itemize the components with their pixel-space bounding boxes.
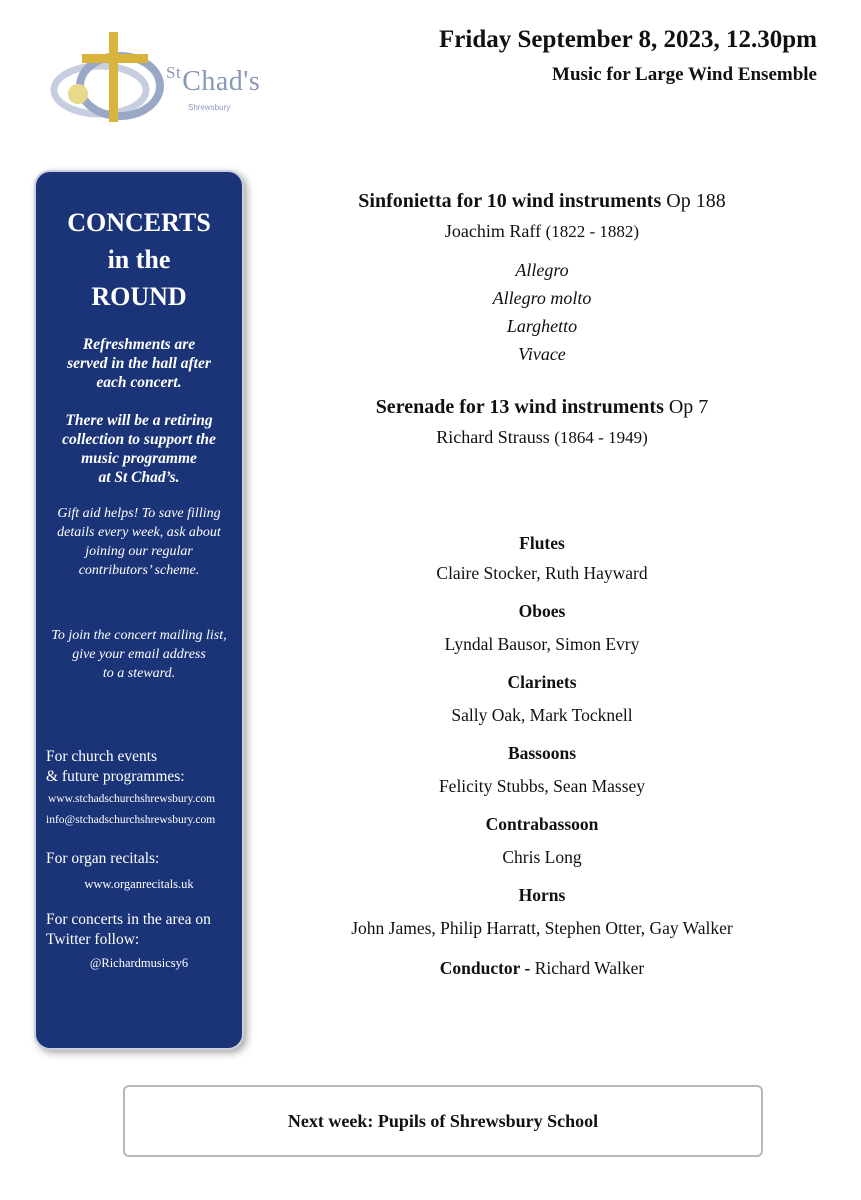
piece2-composer: Richard Strauss: [436, 427, 550, 447]
piece1-movements: [300, 256, 784, 368]
twitter-label-line: Twitter follow:: [46, 931, 140, 948]
logo-place: Shrewsbury: [188, 103, 231, 112]
mailing-line: to a steward.: [102, 666, 176, 681]
logo-wordmark: [166, 63, 261, 98]
sidebar-title-line3: ROUND: [91, 282, 187, 311]
twitter-label-line: For concerts in the area on: [46, 911, 211, 928]
gift-aid-line: Gift aid helps! To save filling: [57, 506, 221, 521]
section-players: Claire Stocker, Ruth Hayward: [436, 563, 648, 583]
movement: Allegro molto: [492, 288, 592, 308]
piece2-title: Serenade for 13 wind instruments: [375, 396, 664, 418]
logo-st: St: [166, 63, 182, 82]
performer-section: [300, 885, 784, 939]
events-label: [36, 747, 242, 787]
conductor-name: Richard Walker: [534, 958, 645, 978]
piece1-opus: Op 188: [666, 190, 726, 212]
section-players: John James, Philip Harratt, Stephen Otter, Gay Walker: [351, 918, 733, 938]
programme: [300, 190, 784, 448]
mailing-line: give your email address: [72, 647, 206, 662]
section-players: Felicity Stubbs, Sean Massey: [438, 776, 646, 796]
concert-date: Friday September 8, 2023, 12.30pm: [439, 26, 817, 53]
conductor-label: Conductor -: [439, 958, 531, 978]
section-name: Bassoons: [507, 743, 577, 763]
section-name: Oboes: [518, 601, 566, 621]
piece2-opus: Op 7: [668, 396, 709, 418]
church-logo: [48, 28, 261, 128]
sidebar-title-line2: in the: [107, 245, 171, 274]
piece2-composer-line: [300, 427, 784, 448]
piece1-composer: Joachim Raff: [444, 221, 542, 241]
collection-line: music programme: [81, 450, 197, 467]
twitter-handle[interactable]: @Richardmusicsy6: [89, 956, 189, 970]
mailing-list-note: [36, 626, 242, 683]
section-players: Lyndal Bausor, Simon Evry: [444, 634, 640, 654]
refreshments-line: each concert.: [96, 374, 182, 391]
website-link[interactable]: www.stchadschurchshrewsbury.com: [48, 793, 216, 805]
piece1-heading: [300, 190, 784, 213]
collection-line: collection to support the: [62, 431, 216, 448]
performer-section: [300, 814, 784, 868]
performer-section: [300, 743, 784, 797]
movement: Vivace: [518, 344, 566, 364]
concert-header: [439, 26, 817, 86]
piece1-dates: (1822 - 1882): [545, 222, 640, 241]
section-players: Chris Long: [502, 847, 582, 867]
gift-aid-line: joining our regular: [85, 544, 193, 559]
gift-aid-line: contributors’ scheme.: [78, 563, 200, 578]
mailing-line: To join the concert mailing list,: [51, 628, 227, 643]
performer-section: [300, 672, 784, 726]
refreshments-line: Refreshments are: [82, 336, 196, 353]
events-label-line: & future programmes:: [46, 768, 185, 785]
piece2-dates: (1864 - 1949): [554, 428, 648, 447]
refreshments-note: [36, 335, 242, 392]
section-name: Flutes: [519, 533, 565, 553]
gift-aid-line: details every week, ask about: [57, 525, 221, 540]
movement: Larghetto: [506, 316, 578, 336]
gift-aid-note: [36, 504, 242, 580]
performer-section: [300, 601, 784, 655]
collection-line: at St Chad’s.: [98, 469, 180, 486]
events-label-line: For church events: [46, 748, 158, 765]
twitter-label: [36, 910, 242, 950]
piece1-composer-line: [300, 221, 784, 242]
info-sidebar: [34, 170, 244, 1050]
concert-title: Music for Large Wind Ensemble: [552, 64, 817, 85]
organ-label: For organ recitals:: [46, 850, 160, 867]
section-name: Clarinets: [507, 672, 577, 692]
collection-note: [36, 411, 242, 487]
section-name: Horns: [518, 885, 566, 905]
collection-line: There will be a retiring: [65, 412, 213, 429]
section-players: Sally Oak, Mark Tocknell: [451, 705, 633, 725]
performer-section: [300, 533, 784, 584]
next-week-text: Next week: Pupils of Shrewsbury School: [287, 1110, 599, 1131]
email-link[interactable]: info@stchadschurchshrewsbury.com: [46, 814, 216, 826]
conductor-line: [300, 958, 784, 979]
section-name: Contrabassoon: [485, 814, 599, 834]
sidebar-title-line1: CONCERTS: [67, 208, 211, 237]
refreshments-line: served in the hall after: [67, 355, 211, 372]
logo-name: Chad's: [182, 66, 261, 97]
organ-link[interactable]: www.organrecitals.uk: [84, 877, 194, 891]
piece1-title: Sinfonietta for 10 wind instruments: [358, 190, 662, 212]
next-week-box: [123, 1085, 763, 1157]
piece2-heading: [300, 396, 784, 419]
sidebar-title: [36, 204, 242, 315]
performers-list: [300, 533, 784, 979]
movement: Allegro: [515, 260, 569, 280]
